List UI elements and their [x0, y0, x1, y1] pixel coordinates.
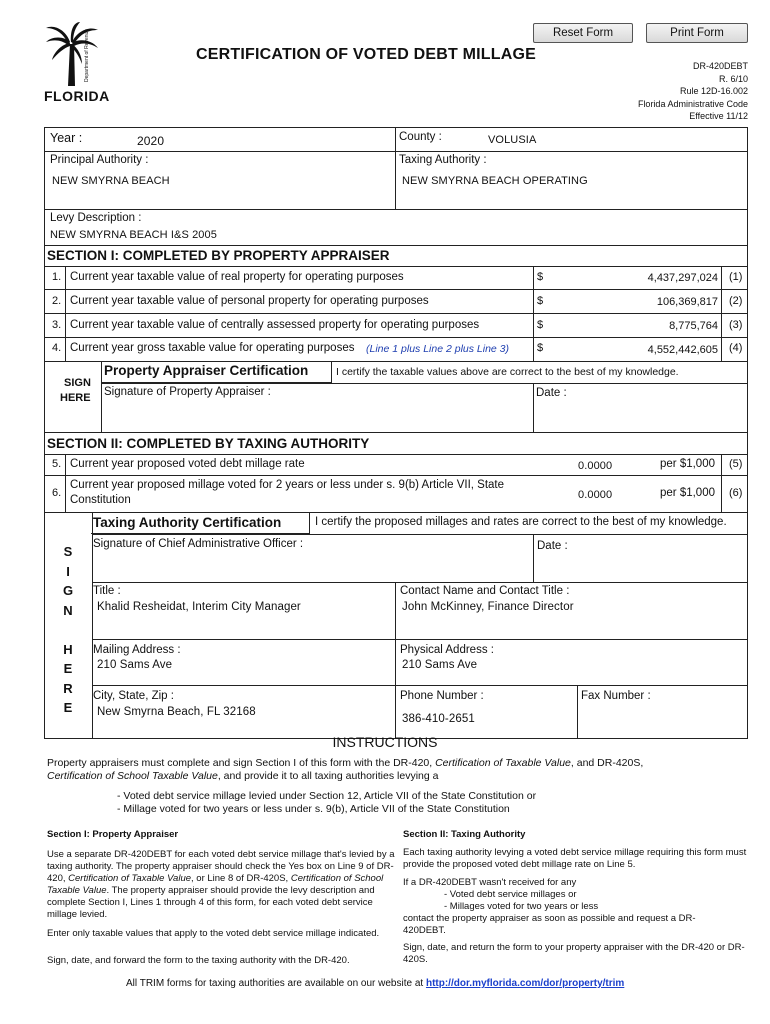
instructions-bullet: - Voted debt service millage levied under Section 12, Article VII of the State Constitution or: [117, 790, 537, 802]
sign-here-vertical: [56, 542, 80, 718]
intro-italic: Certification of School Taxable Value: [47, 769, 218, 782]
section-2-instructions-p1: Each taxing authority levying a voted debt service millage requiring this form must provide the proposed voted debt millage rate on Line 5.: [403, 847, 747, 870]
section-2-instructions-bullet: - Voted debt service millages or: [444, 889, 577, 900]
instr-text: Use a separate DR-420DEBT for each voted debt service millage that's levied by a taxing authority. The property appraiser should check the Yes box on Line 9 of DR-420,: [47, 849, 395, 884]
form-id-line: DR-420DEBT: [692, 61, 748, 71]
instr-italic: Certification of Taxable Value: [68, 873, 192, 884]
line-number: 4.: [52, 342, 62, 354]
physical-address-field[interactable]: 210 Sams Ave: [402, 659, 478, 671]
line-description: Current year proposed voted debt millage rate: [70, 458, 305, 470]
footer-text: All TRIM forms for taxing authorities are available on our website at: [126, 978, 424, 989]
sign-here-label: SIGN: [64, 377, 91, 389]
principal-authority-field[interactable]: NEW SMYRNA BEACH: [52, 175, 170, 187]
sign-letter: E: [63, 700, 73, 715]
levy-description-label: Levy Description :: [50, 212, 142, 224]
section-1-heading: SECTION I: COMPLETED BY PROPERTY APPRAISER: [47, 248, 390, 263]
trim-forms-link[interactable]: http://dor.myflorida.com/dor/property/trim: [425, 978, 625, 989]
taxing-authority-field[interactable]: NEW SMYRNA BEACH OPERATING: [402, 175, 588, 187]
sign-letter: N: [63, 602, 73, 618]
sign-letter: R: [63, 680, 73, 696]
line-description: Current year taxable value of personal property for operating purposes: [70, 295, 429, 307]
taxing-authority-cert-heading: Taxing Authority Certification: [93, 515, 282, 530]
county-field[interactable]: VOLUSIA: [488, 134, 537, 146]
sign-letter: G: [62, 583, 74, 598]
form-title: CERTIFICATION OF VOTED DEBT MILLAGE: [196, 46, 537, 63]
form-id-line: R. 6/10: [718, 73, 748, 84]
intro-text: Property appraisers must complete and sign Section I of this form with the DR-420,: [47, 757, 436, 769]
intro-line: [47, 770, 747, 783]
taxing-authority-cert-text: I certify the proposed millages and rates are correct to the best of my knowledge.: [315, 516, 727, 528]
line-code: (4): [729, 342, 743, 354]
line-description: Current year taxable value of centrally assessed property for operating purposes: [70, 319, 480, 331]
mailing-address-label: Mailing Address :: [93, 644, 181, 656]
property-appraiser-cert-text: I certify the taxable values above are correct to the best of my knowledge.: [336, 366, 679, 378]
sign-letter: [56, 620, 80, 640]
reset-form-button[interactable]: Reset Form: [533, 23, 633, 43]
instructions-title: INSTRUCTIONS: [332, 734, 438, 750]
amount-field[interactable]: 106,369,817: [656, 296, 718, 308]
line-code: (3): [729, 319, 743, 331]
amount-field[interactable]: 4,437,297,024: [647, 272, 718, 284]
line-code: (1): [729, 271, 743, 283]
phone-field[interactable]: 386-410-2651: [402, 713, 475, 725]
line-code: (6): [729, 487, 743, 499]
line-number: 6.: [52, 487, 62, 499]
contact-label: Contact Name and Contact Title :: [400, 585, 570, 597]
footer-note: [126, 978, 624, 991]
phone-label: Phone Number :: [400, 690, 484, 702]
per-thousand-label: per $1,000: [660, 458, 715, 470]
section-2-heading: SECTION II: COMPLETED BY TAXING AUTHORITY: [47, 436, 370, 451]
millage-rate-field[interactable]: 0.0000: [578, 460, 613, 472]
fax-label: Fax Number :: [581, 690, 651, 702]
fax-field[interactable]: [582, 706, 742, 732]
dollar-sign: $: [537, 319, 544, 331]
city-state-zip-field[interactable]: New Smyrna Beach, FL 32168: [97, 706, 256, 718]
line-description: Constitution: [70, 494, 131, 506]
line-number: 3.: [52, 319, 62, 331]
sign-letter: S: [63, 544, 73, 559]
form-id-line: Effective 11/12: [689, 111, 748, 121]
line-description: Current year proposed millage voted for 2 years or less under s. 9(b) Article VII, State: [70, 479, 505, 491]
section-2-instructions-p3: contact the property appraiser as soon as possible and request a DR-420DEBT.: [403, 913, 696, 936]
line-code: (5): [729, 458, 743, 470]
line-number: 2.: [52, 295, 62, 307]
physical-address-label: Physical Address :: [400, 644, 494, 656]
dollar-sign: $: [537, 342, 544, 354]
intro-text: , and DR-420S,: [570, 757, 644, 769]
intro-line: [47, 757, 747, 770]
dollar-sign: $: [537, 271, 544, 283]
instructions-bullet: - Millage voted for two years or less under s. 9(b), Article VII of the State Constitution: [117, 803, 510, 815]
sign-here-label: HERE: [60, 392, 91, 404]
line-number: 5.: [52, 458, 62, 470]
line-formula-note: (Line 1 plus Line 2 plus Line 3): [366, 343, 510, 355]
sign-letter: H: [63, 641, 73, 657]
amount-field[interactable]: 4,552,442,605: [647, 344, 718, 356]
instr-text: . The property appraiser should provide the levy description and complete Section I, Lines 1 through 4 of this form, for each voted debt service millage levied.: [47, 885, 375, 920]
sign-letter: I: [66, 563, 70, 579]
mailing-address-field[interactable]: 210 Sams Ave: [97, 659, 173, 671]
palm-tree-icon: [44, 22, 104, 88]
instructions-intro: [47, 757, 747, 782]
intro-text: , and provide it to all taxing authorities levying a: [217, 769, 439, 782]
levy-description-field[interactable]: NEW SMYRNA BEACH I&S 2005: [50, 229, 217, 241]
contact-field[interactable]: John McKinney, Finance Director: [402, 601, 574, 613]
svg-text:Department of Revenue: Department of Revenue: [84, 28, 90, 82]
taxing-authority-label: Taxing Authority :: [399, 154, 487, 166]
chief-officer-date-field[interactable]: Date :: [537, 540, 568, 552]
section-1-instructions-p1: [47, 849, 397, 921]
intro-italic: Certification of Taxable Value: [435, 757, 571, 769]
logo-wordmark: FLORIDA: [44, 88, 110, 104]
section-2-instructions-p2: If a DR-420DEBT wasn't received for any: [403, 877, 577, 888]
section-2-instructions-bullet: - Millages voted for two years or less: [444, 901, 599, 912]
instr-italic: Certification of School Taxable Value: [47, 873, 384, 896]
line-description: Current year gross taxable value for operating purposes: [70, 342, 355, 354]
form-id-line: Florida Administrative Code: [637, 98, 748, 109]
form-id-line: Rule 12D-16.002: [679, 86, 748, 96]
section-1-instructions-p3: Sign, date, and forward the form to the taxing authority with the DR-420.: [47, 955, 350, 966]
city-state-zip-label: City, State, Zip :: [93, 690, 174, 702]
dollar-sign: $: [537, 295, 544, 307]
per-thousand-label: per $1,000: [660, 487, 715, 499]
section-2-instructions-p4: Sign, date, and return the form to your property appraiser with the DR-420 or DR-420S.: [403, 942, 745, 965]
year-label: Year :: [50, 131, 83, 145]
county-label: County :: [399, 131, 442, 143]
millage-rate-field[interactable]: 0.0000: [578, 489, 613, 501]
section-1-instructions-heading: Section I: Property Appraiser: [47, 829, 179, 840]
title-label: Title :: [93, 585, 121, 597]
section-1-instructions-p2: Enter only taxable values that apply to the voted debt service millage indicated.: [47, 928, 380, 939]
form-identifier: [638, 60, 748, 123]
amount-field[interactable]: 8,775,764: [669, 320, 718, 332]
line-description: Current year taxable value of real property for operating purposes: [70, 271, 404, 283]
property-appraiser-cert-heading: Property Appraiser Certification: [104, 363, 309, 378]
line-number: 1.: [52, 271, 62, 283]
year-field[interactable]: 2020: [137, 134, 165, 148]
line-code: (2): [729, 295, 743, 307]
section-2-instructions-heading: Section II: Taxing Authority: [403, 829, 526, 840]
chief-officer-signature-field[interactable]: Signature of Chief Administrative Officer :: [93, 538, 304, 550]
title-field[interactable]: Khalid Resheidat, Interim City Manager: [97, 601, 301, 613]
sign-letter: E: [63, 661, 73, 676]
property-appraiser-date-field[interactable]: Date :: [536, 387, 567, 399]
instr-text: , or Line 8 of DR-420S,: [191, 873, 291, 884]
property-appraiser-signature-field[interactable]: Signature of Property Appraiser :: [104, 386, 271, 398]
principal-authority-label: Principal Authority :: [50, 154, 149, 166]
print-form-button[interactable]: Print Form: [646, 23, 748, 43]
